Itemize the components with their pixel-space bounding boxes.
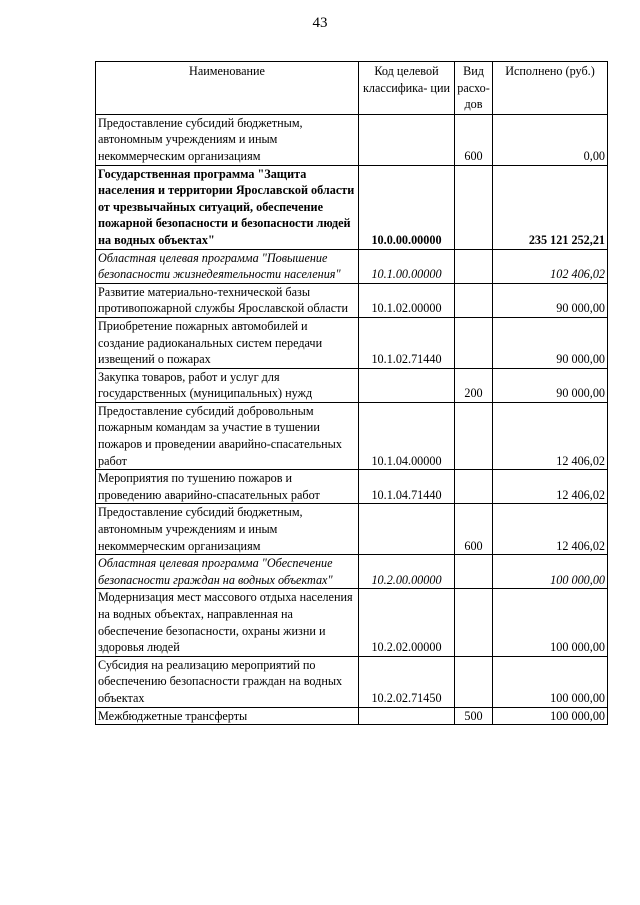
- row-amount: 0,00: [493, 114, 608, 165]
- row-code: 10.1.04.71440: [359, 470, 455, 504]
- table-row: [96, 402, 608, 469]
- row-type: 200: [455, 368, 493, 402]
- table-row: [96, 114, 608, 165]
- row-amount: 90 000,00: [493, 368, 608, 402]
- header-code: Код целевой классифика- ции: [359, 62, 455, 115]
- row-code: 10.1.04.00000: [359, 402, 455, 469]
- table-row: [96, 589, 608, 656]
- table-row: [96, 707, 608, 725]
- page-number: 43: [312, 15, 328, 31]
- table-row: [96, 555, 608, 589]
- row-name: Мероприятия по тушению пожаров и проведению аварийно-спасательных работ: [96, 470, 359, 504]
- row-code: 10.1.02.00000: [359, 283, 455, 317]
- row-name: Предоставление субсидий бюджетным, автономным учреждениям и иным некоммерческим организациям: [96, 114, 359, 165]
- row-type: [455, 470, 493, 504]
- row-name: Приобретение пожарных автомобилей и создание радиоканальных систем передачи извещений о пожарах: [96, 317, 359, 368]
- row-code: [359, 368, 455, 402]
- row-name: Областная целевая программа "Обеспечение безопасности граждан на водных объектах": [96, 555, 359, 589]
- row-name: Государственная программа "Защита населения и территории Ярославской области от чрезвычайных ситуаций, обеспечение пожарной безопасности и безопасности людей на водных объектах": [96, 165, 359, 249]
- row-type: [455, 555, 493, 589]
- row-type: 600: [455, 504, 493, 555]
- row-name: Закупка товаров, работ и услуг для государственных (муниципальных) нужд: [96, 368, 359, 402]
- row-name: Предоставление субсидий бюджетным, автономным учреждениям и иным некоммерческим организациям: [96, 504, 359, 555]
- row-amount: 12 406,02: [493, 402, 608, 469]
- row-code: 10.2.00.00000: [359, 555, 455, 589]
- table-row: [96, 249, 608, 283]
- row-name: Модернизация мест массового отдыха населения на водных объектах, направленная на обеспечение безопасности, охраны жизни и здоровья людей: [96, 589, 359, 656]
- row-code: 10.1.00.00000: [359, 249, 455, 283]
- row-type: [455, 283, 493, 317]
- table-row: [96, 504, 608, 555]
- row-code: [359, 504, 455, 555]
- row-name: Межбюджетные трансферты: [96, 707, 359, 725]
- row-amount: 102 406,02: [493, 249, 608, 283]
- row-amount: 100 000,00: [493, 589, 608, 656]
- row-type: [455, 165, 493, 249]
- table-row: [96, 283, 608, 317]
- row-amount: 100 000,00: [493, 555, 608, 589]
- row-amount: 100 000,00: [493, 707, 608, 725]
- header-type: Вид расхо- дов: [455, 62, 493, 115]
- table-header-row: [96, 62, 608, 115]
- header-name: Наименование: [96, 62, 359, 115]
- budget-table: [95, 61, 608, 725]
- table-row: [96, 165, 608, 249]
- table-row: [96, 470, 608, 504]
- row-amount: 12 406,02: [493, 470, 608, 504]
- row-type: [455, 317, 493, 368]
- row-code: [359, 707, 455, 725]
- row-amount: 100 000,00: [493, 656, 608, 707]
- row-code: 10.2.02.00000: [359, 589, 455, 656]
- header-amount: Исполнено (руб.): [493, 62, 608, 115]
- row-type: [455, 589, 493, 656]
- row-name: Субсидия на реализацию мероприятий по обеспечению безопасности граждан на водных объектах: [96, 656, 359, 707]
- row-name: Областная целевая программа "Повышение безопасности жизнедеятельности населения": [96, 249, 359, 283]
- row-code: 10.1.02.71440: [359, 317, 455, 368]
- table-row: [96, 368, 608, 402]
- row-amount: 235 121 252,21: [493, 165, 608, 249]
- row-type: 500: [455, 707, 493, 725]
- row-code: 10.2.02.71450: [359, 656, 455, 707]
- row-type: 600: [455, 114, 493, 165]
- row-amount: 90 000,00: [493, 283, 608, 317]
- row-type: [455, 249, 493, 283]
- row-type: [455, 656, 493, 707]
- table-row: [96, 656, 608, 707]
- row-name: Предоставление субсидий добровольным пожарным командам за участие в тушении пожаров и проведении аварийно-спасательных работ: [96, 402, 359, 469]
- row-amount: 90 000,00: [493, 317, 608, 368]
- row-code: [359, 114, 455, 165]
- row-name: Развитие материально-технической базы противопожарной службы Ярославской области: [96, 283, 359, 317]
- row-code: 10.0.00.00000: [359, 165, 455, 249]
- row-amount: 12 406,02: [493, 504, 608, 555]
- row-type: [455, 402, 493, 469]
- table-row: [96, 317, 608, 368]
